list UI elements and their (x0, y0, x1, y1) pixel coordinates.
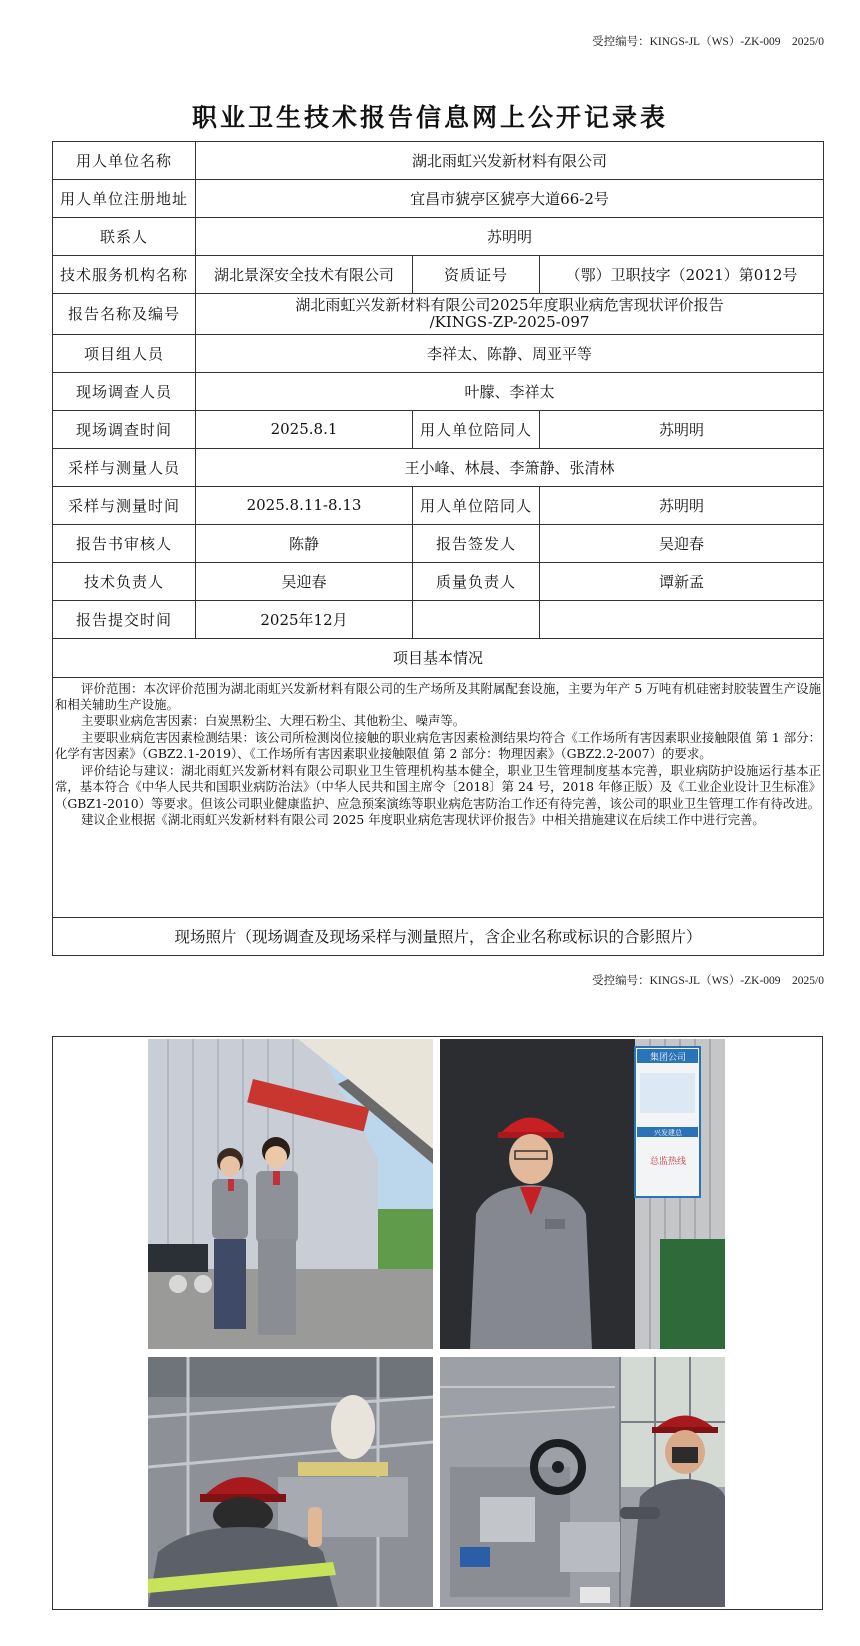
evaluation-scope: 评价范围：本次评价范围为湖北雨虹兴发新材料有限公司的生产场所及其附属配套设施，主要为年产 5 万吨有机硅密封胶装置生产设施和相关辅助生产设施。 (55, 680, 822, 713)
photo-frame (52, 1036, 823, 1610)
employer-value: 湖北雨虹兴发新材料有限公司 (196, 142, 824, 180)
accompany-value-2: 苏明明 (540, 486, 824, 524)
sampling-staff-label: 采样与测量人员 (53, 448, 196, 486)
sign-text-group: 集团公司 (649, 1053, 687, 1063)
cert-label: 资质证号 (413, 255, 540, 293)
sign-text-hotline: 总监热线 (649, 1157, 687, 1167)
sign-text-xingfa: 兴发建总 (654, 1129, 682, 1137)
photo-production-line (148, 1357, 433, 1607)
basic-section-title: 项目基本情况 (53, 638, 824, 677)
hazard-factors: 主要职业病危害因素：白炭黑粉尘、大理石粉尘、其他粉尘、噪声等。 (81, 713, 466, 729)
cert-value: （鄂）卫职技字（2021）第012号 (540, 255, 824, 293)
basic-info-body (53, 677, 824, 917)
photo-section-title: 现场照片（现场调查及现场采样与测量照片，含企业名称或标识的合影照片） (53, 917, 824, 955)
report-number: /KINGS-ZP-2025-097 (429, 312, 590, 331)
contact-value: 苏明明 (196, 217, 824, 255)
issuer-value: 吴迎春 (540, 524, 824, 562)
sampling-staff-value: 王小峰、林晨、李箫静、张清林 (196, 448, 824, 486)
photo-sampling-equipment (440, 1357, 725, 1607)
accompany-label-2: 用人单位陪同人 (413, 486, 540, 524)
survey-time-value: 2025.8.1 (196, 410, 413, 448)
agency-label: 技术服务机构名称 (53, 255, 196, 293)
conclusion-suggestion: 评价结论与建议：湖北雨虹兴发新材料有限公司职业卫生管理机构基本健全，职业卫生管理制度基本完善，职业病防护设施运行基本正常，基本符合《中华人民共和国职业病防治法》（中华人民共和国主席令〔2018〕第 24 号，2018 年修正版）及《工业企业设计卫生标准》（GBZ1-2010）等要求。但该公司职业健康监护、应急预案演练等职业病危害防治工作还有待完善，该公司的职业卫生管理工作有待改进。 (55, 762, 822, 811)
empty-cell (413, 600, 540, 638)
control-number-top: 受控编号：KINGS-JL（WS）-ZK-009 2025/0 (592, 36, 824, 48)
contact-label: 联系人 (53, 217, 196, 255)
detection-results: 主要职业病危害因素检测结果：该公司所检测岗位接触的职业病危害因素检测结果均符合《工作场所有害因素职业接触限值 第 1 部分：化学有害因素》（GBZ2.1-2019）、《工作场所有害因素职业接触限值 第 2 部分：物理因素》（GBZ2.2-2007）的要求。 (55, 729, 822, 762)
sampling-time-label: 采样与测量时间 (53, 486, 196, 524)
accompany-label-1: 用人单位陪同人 (413, 410, 540, 448)
page-title: 职业卫生技术报告信息网上公开记录表 (191, 103, 668, 132)
survey-staff-label: 现场调查人员 (53, 372, 196, 410)
team-value: 李祥太、陈静、周亚平等 (196, 334, 824, 372)
photo-group-factory (148, 1039, 433, 1349)
report-value (196, 293, 824, 334)
photo-worker-helmet (440, 1039, 725, 1349)
recommendation: 建议企业根据《湖北雨虹兴发新材料有限公司 2025 年度职业病危害现状评价报告》中相关措施建议在后续工作中进行完善。 (81, 811, 765, 827)
quality-label: 质量负责人 (413, 562, 540, 600)
agency-value: 湖北景深安全技术有限公司 (196, 255, 413, 293)
team-label: 项目组人员 (53, 334, 196, 372)
employer-label: 用人单位名称 (53, 142, 196, 180)
submit-value: 2025年12月 (196, 600, 413, 638)
control-number-bottom: 受控编号：KINGS-JL（WS）-ZK-009 2025/0 (592, 975, 824, 987)
quality-value: 谭新孟 (540, 562, 824, 600)
empty-cell (540, 600, 824, 638)
address-value: 宜昌市猇亭区猇亭大道66-2号 (196, 179, 824, 217)
issuer-label: 报告签发人 (413, 524, 540, 562)
submit-label: 报告提交时间 (53, 600, 196, 638)
record-table (52, 141, 824, 956)
reviewer-value: 陈静 (196, 524, 413, 562)
tech-value: 吴迎春 (196, 562, 413, 600)
address-label: 用人单位注册地址 (53, 179, 196, 217)
survey-time-label: 现场调查时间 (53, 410, 196, 448)
survey-staff-value: 叶朦、李祥太 (196, 372, 824, 410)
report-label: 报告名称及编号 (53, 293, 196, 334)
accompany-value-1: 苏明明 (540, 410, 824, 448)
reviewer-label: 报告书审核人 (53, 524, 196, 562)
report-name: 湖北雨虹兴发新材料有限公司2025年度职业病危害现状评价报告 (295, 295, 724, 314)
tech-label: 技术负责人 (53, 562, 196, 600)
sampling-time-value: 2025.8.11-8.13 (196, 486, 413, 524)
